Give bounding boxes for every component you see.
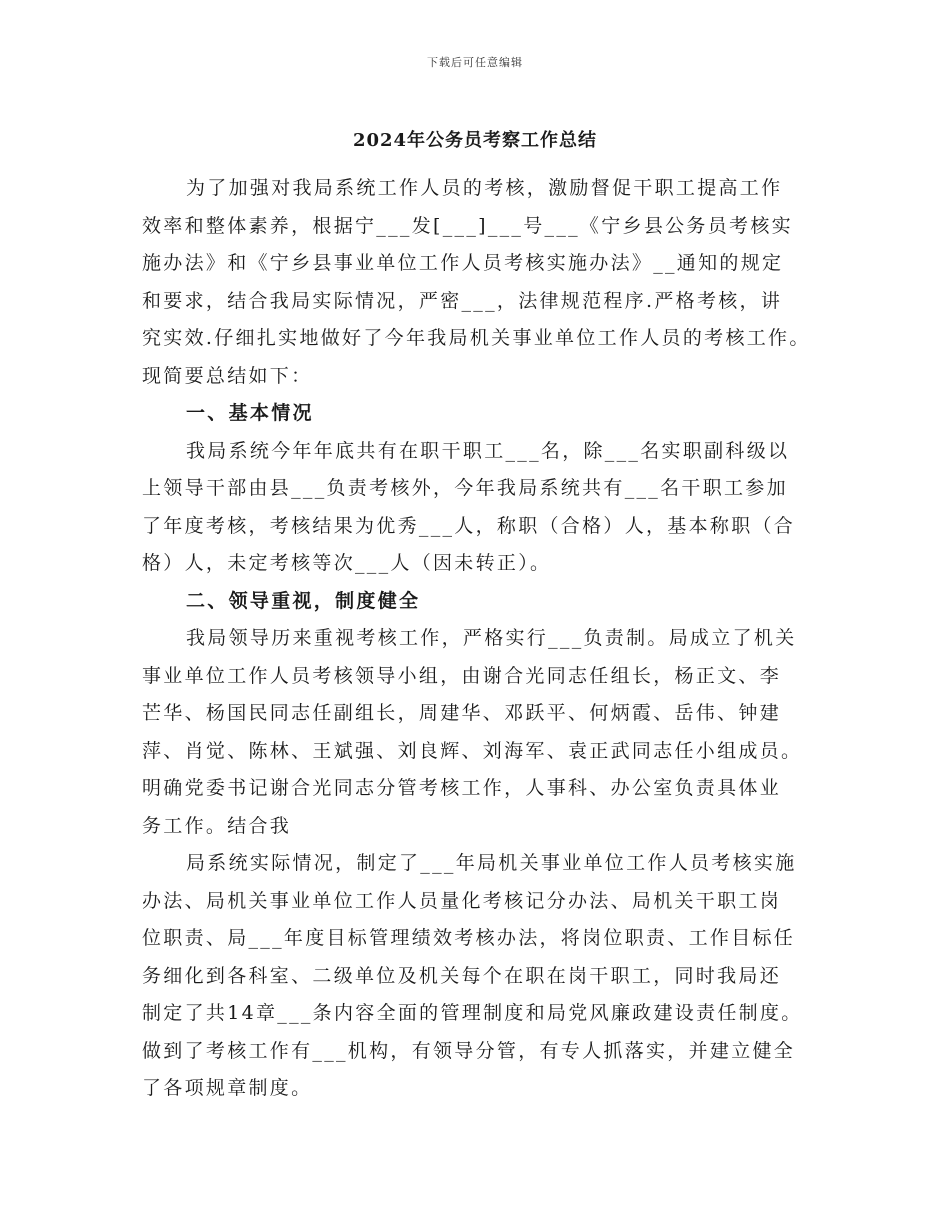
paragraph-line: 萍、肖觉、陈林、王斌强、刘良辉、刘海军、袁正武同志任小组成员。 xyxy=(142,739,803,762)
paragraph-line: 究实效.仔细扎实地做好了今年我局机关事业单位工作人员的考核工作。 xyxy=(142,327,811,349)
paragraph-line: 和要求，结合我局实际情况，严密___，法律规范程序.严格考核，讲 xyxy=(142,289,783,312)
paragraph-line: 我局系统今年年底共有在职干职工___名，除___名实职副科级以 xyxy=(186,439,790,462)
section-heading-leadership: 二、领导重视，制度健全 xyxy=(186,589,421,612)
paragraph-line: 了各项规章制度。 xyxy=(142,1077,313,1099)
paragraph-line: 位职责、局___年度目标管理绩效考核办法，将岗位职责、工作目标任 xyxy=(142,927,796,949)
paragraph-line: 事业单位工作人员考核领导小组，由谢合光同志任组长，杨正文、李 xyxy=(142,664,782,687)
header-note: 下载后可任意编辑 xyxy=(427,56,523,69)
paragraph-line: 办法、局机关事业单位工作人员量化考核记分办法、局机关干职工岗 xyxy=(142,889,782,912)
paragraph-line: 我局领导历来重视考核工作，严格实行___负责制。局成立了机关 xyxy=(186,627,797,649)
section-heading-basic: 一、基本情况 xyxy=(186,402,314,424)
paragraph-line: 效率和整体素养，根据宁___发[___]___号___《宁乡县公务员考核实 xyxy=(142,214,793,237)
paragraph-line: 为了加强对我局系统工作人员的考核，激励督促干职工提高工作 xyxy=(186,177,783,199)
paragraph-line: 局系统实际情况，制定了___年局机关事业单位工作人员考核实施 xyxy=(186,852,797,874)
document-title: 2024年公务员考察工作总结 xyxy=(352,130,598,151)
paragraph-line: 芒华、杨国民同志任副组长，周建华、邓跃平、何炳霞、岳伟、钟建 xyxy=(142,702,782,724)
paragraph-line: 了年度考核，考核结果为优秀___人，称职（合格）人，基本称职（合 xyxy=(142,514,796,537)
paragraph-line: 明确党委书记谢合光同志分管考核工作，人事科、办公室负责具体业 xyxy=(142,777,782,799)
paragraph-line: 做到了考核工作有___机构，有领导分管，有专人抓落实，并建立健全 xyxy=(142,1039,796,1062)
paragraph-line: 施办法》和《宁乡县事业单位工作人员考核实施办法》__通知的规定 xyxy=(142,252,784,274)
paragraph-line: 务工作。结合我 xyxy=(142,814,292,837)
paragraph-line: 现简要总结如下： xyxy=(142,364,313,387)
paragraph-line: 制定了共14章___条内容全面的管理制度和局党风廉政建设责任制度。 xyxy=(142,1002,803,1024)
paragraph-line: 务细化到各科室、二级单位及机关每个在职在岗干职工，同时我局还 xyxy=(142,964,782,987)
paragraph-line: 格）人，未定考核等次___人（因未转正）。 xyxy=(142,552,552,574)
paragraph-line: 上领导干部由县___负责考核外，今年我局系统共有___名干职工参加 xyxy=(142,477,788,499)
document-body xyxy=(142,170,814,1108)
